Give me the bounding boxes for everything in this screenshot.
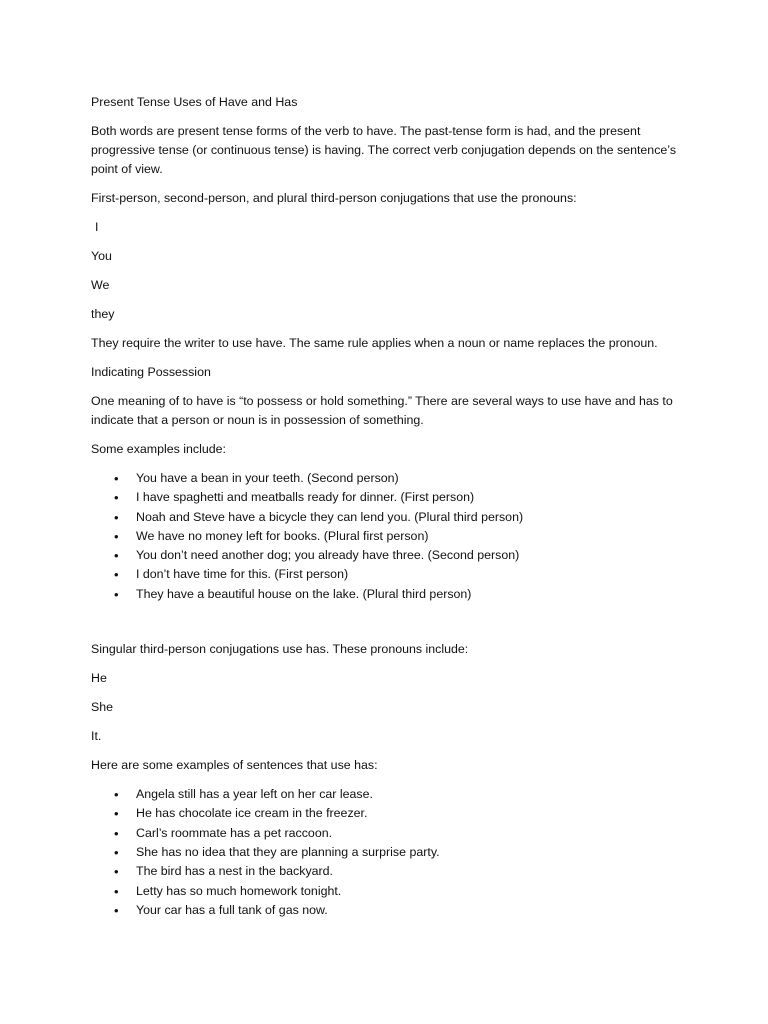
singular-intro-paragraph: Singular third-person conjugations use has. These pronouns include: bbox=[91, 642, 469, 657]
list-item: • Noah and Steve have a bicycle they can lend you. (Plural third person) bbox=[91, 508, 691, 527]
list-item: • They have a beautiful house on the lake. (Plural third person) bbox=[91, 585, 691, 604]
list-item: • You have a bean in your teeth. (Second person) bbox=[91, 469, 691, 488]
possession-heading: Indicating Possession bbox=[91, 365, 211, 379]
pronoun-she: She bbox=[91, 700, 114, 715]
pronoun-he: He bbox=[91, 671, 107, 686]
pronoun-we: We bbox=[91, 278, 110, 292]
list-item: • The bird has a nest in the backyard. bbox=[91, 862, 691, 881]
pronoun-i: I bbox=[95, 220, 99, 234]
pronoun-it: It. bbox=[91, 729, 102, 744]
list-item: • Letty has so much homework tonight. bbox=[91, 882, 691, 901]
list-item: • I don’t have time for this. (First person) bbox=[91, 565, 691, 584]
pronoun-they: they bbox=[91, 307, 115, 321]
has-examples-list bbox=[91, 785, 691, 920]
list-item: • Carl’s roommate has a pet raccoon. bbox=[91, 824, 691, 843]
list-item: • We have no money left for books. (Plural first person) bbox=[91, 527, 691, 546]
list-item: • You don’t need another dog; you already have three. (Second person) bbox=[91, 546, 691, 565]
plural-rule-paragraph: They require the writer to use have. The same rule applies when a noun or name replaces the pronoun. bbox=[91, 336, 658, 350]
list-item: • Angela still has a year left on her car lease. bbox=[91, 785, 691, 804]
list-item: • Your car has a full tank of gas now. bbox=[91, 901, 691, 920]
possession-paragraph: One meaning of to have is “to possess or hold something.” There are several ways to use have and has to indicate that a person or noun is in possession of something. bbox=[91, 394, 673, 427]
has-examples-intro: Here are some examples of sentences that use has: bbox=[91, 758, 378, 773]
list-item: • He has chocolate ice cream in the freezer. bbox=[91, 804, 691, 823]
document-body bbox=[91, 93, 691, 930]
plural-intro-paragraph: First-person, second-person, and plural third-person conjugations that use the pronouns: bbox=[91, 191, 577, 205]
examples-intro: Some examples include: bbox=[91, 442, 226, 456]
have-examples-list bbox=[91, 469, 691, 604]
list-item: • I have spaghetti and meatballs ready for dinner. (First person) bbox=[91, 488, 691, 507]
pronoun-you: You bbox=[91, 249, 112, 263]
list-item: • She has no idea that they are planning a surprise party. bbox=[91, 843, 691, 862]
intro-paragraph: Both words are present tense forms of the verb to have. The past-tense form is had, and the present progressive tense (or continuous tense) is having. The correct verb conjugation depends on the sentence’s point of view. bbox=[91, 124, 677, 176]
document-title: Present Tense Uses of Have and Has bbox=[91, 95, 298, 109]
blank-line bbox=[91, 614, 691, 640]
